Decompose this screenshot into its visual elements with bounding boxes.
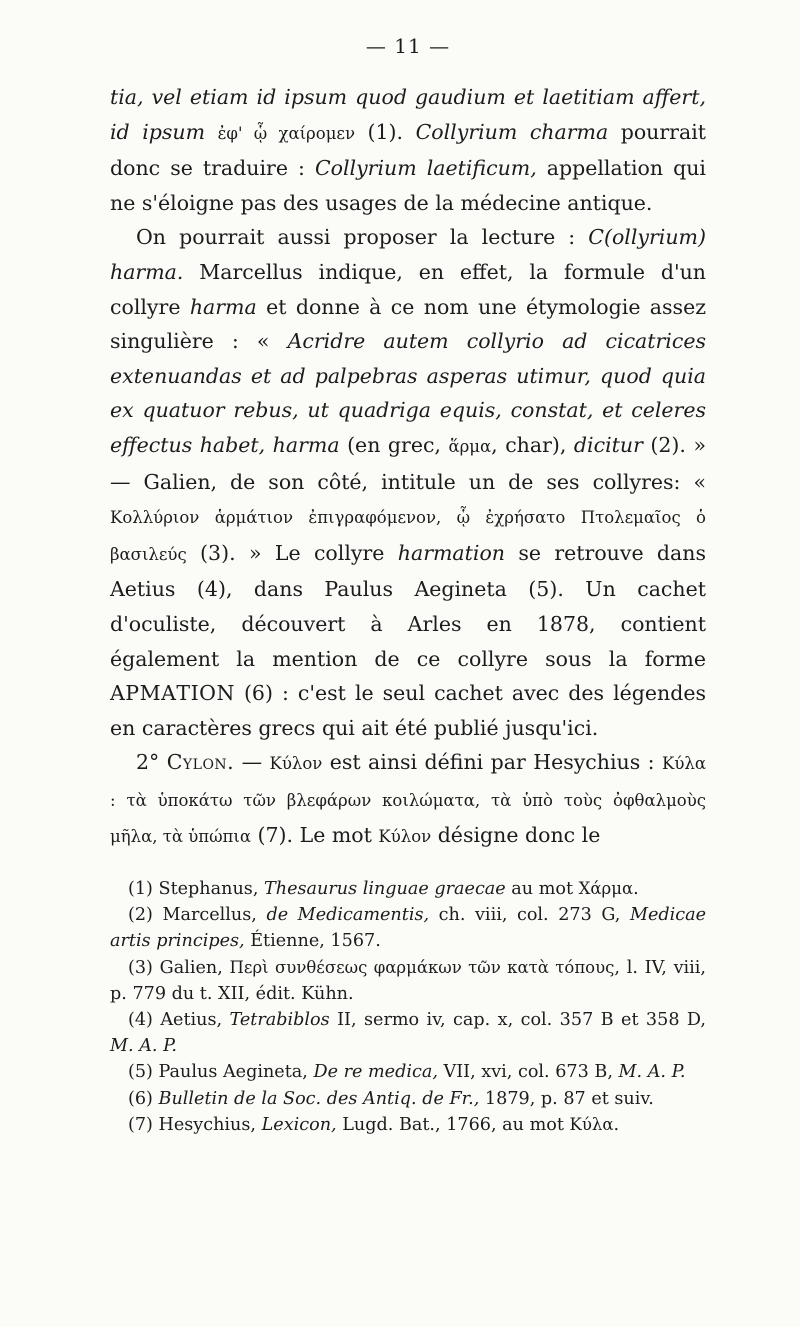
text-run: (3). » Le collyre [186, 540, 398, 565]
paragraph-3 [110, 745, 706, 855]
footnote-3 [110, 955, 706, 1007]
italic-text: harmation [397, 540, 505, 565]
footnote-4 [110, 1007, 706, 1059]
italic-text: de Medicamentis, [266, 905, 430, 926]
footnote-2 [110, 902, 706, 954]
text-run: On pourrait aussi proposer la lecture : [136, 225, 589, 250]
italic-text: C(ollyrium) harma. [110, 225, 706, 284]
text-run: , l. IV, viii, p. 779 du t. XII, édit. Kühn. [110, 957, 706, 1004]
text-run: Lugd. Bat., 1766, au mot [336, 1114, 570, 1135]
text-run: (1). [355, 119, 416, 144]
text-run: 1879, p. 87 et suiv. [479, 1088, 654, 1109]
italic-text: tia, vel etiam id ipsum quod gaudium et laetitiam affert, id ipsum [110, 85, 706, 144]
greek-text: Χάρμα [578, 879, 634, 899]
italic-text: Collyrium charma [415, 119, 609, 144]
text-run: . [613, 1114, 620, 1135]
text-run: pourrait donc se traduire : [110, 119, 707, 181]
text-run: II, sermo iv, cap. x, col. 357 B et 358 D, [329, 1010, 706, 1031]
footnote-divider [110, 869, 160, 870]
text-run: (1) Stephanus, [128, 879, 265, 900]
text-run: appellation qui ne s'éloigne pas des usages de la médecine antique. [110, 156, 706, 215]
page-number: — 11 — [365, 34, 451, 58]
footnotes [110, 876, 706, 1138]
greek-text: Κύλα : τὰ ὑποκάτω τῶν βλεφάρων κοιλώματα, τὰ ὑπὸ τοὺς ὀφθαλμοὺς μῆλα, τὰ ὑπώπια [110, 754, 706, 847]
text-run: (3) Galien, [128, 957, 230, 978]
italic-text: Bulletin de la Soc. des Antiq. de Fr., [158, 1088, 480, 1109]
footnote-6 [110, 1086, 706, 1112]
greek-text: Κύλον [269, 754, 323, 774]
paragraph-2 [110, 220, 706, 745]
paragraph-1 [110, 80, 706, 220]
text-run: . [633, 879, 639, 900]
greek-text: ἐφ' ᾧ χαίρομεν [217, 123, 355, 143]
text-run: (2). » — Galien, de son côté, intitule un de ses collyres: « [110, 432, 706, 494]
italic-text: Tetrabiblos [229, 1010, 330, 1031]
italic-text: Lexicon, [261, 1114, 337, 1135]
text-run: — [234, 750, 270, 775]
text-run: Marcellus indique, en effet, la formule d'un collyre [110, 259, 706, 319]
italic-text: harma [189, 294, 257, 319]
greek-text: Περὶ συνθέσεως φαρμάκων τῶν κατὰ τόπους [229, 957, 615, 977]
italic-text: dicitur [573, 432, 643, 457]
footnote-1 [110, 876, 706, 902]
greek-text: Κύλα [569, 1114, 614, 1134]
text-run: (5) Paulus Aegineta, [128, 1062, 314, 1083]
italic-text: De re medica, [313, 1062, 438, 1083]
small-caps-text: ΑΡΜΑΤΙΟΝ [110, 681, 235, 706]
text-run: se retrouve dans Aetius (4), dans Paulus Aegineta (5). Un cachet d'oculiste, découvert à Arles en 1878, contient également la mention de ce collyre sous la forme [110, 540, 707, 671]
small-caps-text: Cylon. [166, 750, 235, 775]
greek-text: Κύλον [378, 827, 432, 847]
text-run: (7). Le mot [251, 823, 379, 848]
italic-text: Medicae artis principes, [110, 905, 707, 952]
footnote-5 [110, 1059, 706, 1085]
greek-text: ἅρμα [448, 436, 492, 456]
text-run: (2) Marcellus, [128, 905, 267, 926]
italic-text: M. A. P. [618, 1062, 686, 1083]
body-text [110, 80, 706, 855]
italic-text: Collyrium laetificum, [314, 156, 537, 181]
italic-text: Acridre autem collyrio ad cicatrices extenuandas et ad palpebras asperas utimur, quod quia ex quatuor rebus, ut quadriga equis, constat, et celeres effectus habet, harma [110, 329, 706, 457]
text-run: (en grec, [339, 432, 449, 457]
text-run: ch. viii, col. 273 G, [429, 905, 630, 926]
footnote-7 [110, 1112, 706, 1138]
text-run: Étienne, 1567. [244, 931, 381, 952]
text-run: au mot [505, 879, 579, 900]
text-run: (7) Hesychius, [128, 1114, 262, 1135]
text-run: 2° [136, 750, 167, 775]
text-run: (6) : c'est le seul cachet avec des légendes en caractères grecs qui ait été publié jusqu'ici. [110, 681, 706, 740]
text-run: (4) Aetius, [128, 1010, 230, 1031]
text-run: VII, xvi, col. 673 B, [437, 1062, 619, 1083]
text-run: , char), [491, 432, 574, 457]
text-run: désigne donc le [431, 823, 601, 848]
greek-text: Κολλύριον ἁρμάτιον ἐπιγραφόμενον, ᾧ ἐχρήσατο Πτολεμαῖος ὁ βασιλεύς [110, 508, 706, 564]
italic-text: M. A. P. [110, 1036, 177, 1057]
text-run: est ainsi défini par Hesychius : [322, 750, 663, 775]
text-run: (6) [128, 1088, 159, 1109]
italic-text: Thesaurus linguae graecae [264, 879, 506, 900]
text-run: et donne à ce nom une étymologie assez singulière : « [110, 294, 707, 354]
